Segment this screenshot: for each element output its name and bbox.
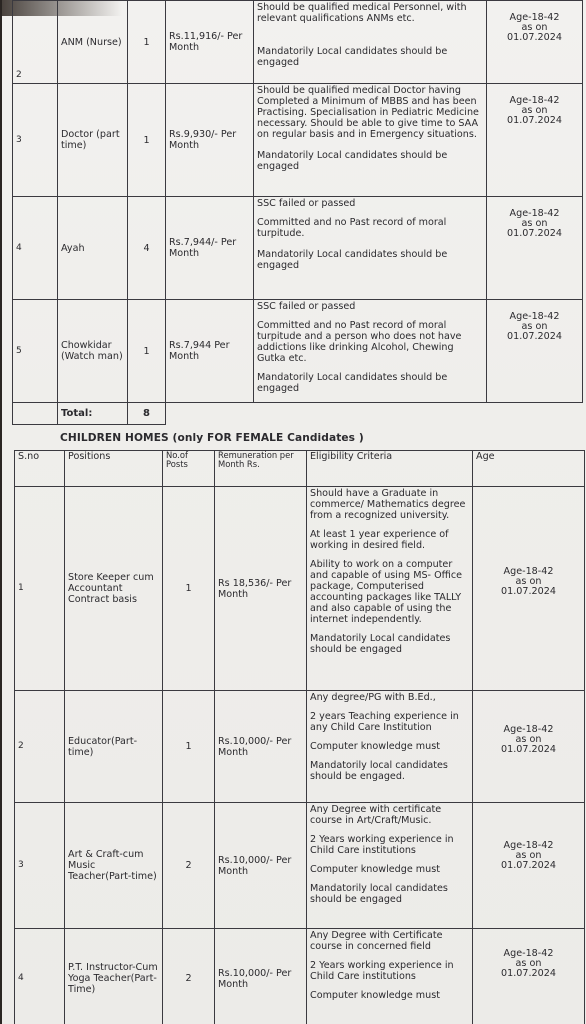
- eligibility-cell: [307, 803, 473, 929]
- total-row: [13, 403, 583, 425]
- age-line: Age-18-42: [503, 724, 554, 735]
- age-line: Age-18-42: [503, 840, 554, 851]
- table-row: [13, 84, 583, 197]
- eligibility-line: Mandatorily Local candidates should be engaged: [257, 46, 448, 68]
- position-cell: Store Keeper cum Accountant Contract basis: [65, 487, 163, 691]
- posts-cell: 1: [163, 487, 215, 691]
- age-line: 01.07.2024: [501, 744, 556, 755]
- eligibility-line: Any degree/PG with B.Ed.,: [310, 692, 436, 703]
- age-line: Age-18-42: [509, 12, 560, 23]
- position-cell: Doctor (part time): [58, 84, 128, 197]
- eligibility-line: 2 years Teaching experience in any Child Care Institution: [310, 711, 459, 733]
- age-line: Age-18-42: [509, 208, 560, 219]
- table-children-homes: [14, 450, 585, 1024]
- eligibility-line: Mandatorily Local candidates should be engaged: [257, 150, 448, 172]
- eligibility-line: Committed and no Past record of moral turpitude.: [257, 217, 447, 239]
- eligibility-line: At least 1 year experience of working in desired field.: [310, 529, 449, 551]
- posts-cell: 2: [163, 929, 215, 1024]
- sno-cell: 2: [13, 1, 58, 84]
- age-line: as on: [515, 576, 542, 587]
- age-line: 01.07.2024: [507, 331, 562, 342]
- empty-cell: [166, 403, 254, 425]
- header-sno: S.no: [15, 451, 65, 487]
- posts-cell: 2: [163, 803, 215, 929]
- eligibility-line: Committed and no Past record of moral turpitude and a person who does not have addictions like drinking Alcohol, Chewing Gutka etc.: [257, 320, 462, 364]
- position-cell: Chowkidar (Watch man): [58, 300, 128, 403]
- pay-cell: Rs.10,000/- Per Month: [215, 803, 307, 929]
- eligibility-line: Should be qualified medical Doctor having Completed a Minimum of MBBS and has been Practising. Specialisation in Pediatric Medicine necessary. Should be able to give time to SAA on regular basis and in Emergency situations.: [257, 85, 479, 140]
- age-cell: [487, 84, 583, 197]
- header-positions: Positions: [65, 451, 163, 487]
- age-cell: [473, 929, 585, 1024]
- eligibility-cell: [307, 691, 473, 803]
- age-line: 01.07.2024: [501, 860, 556, 871]
- age-cell: [473, 691, 585, 803]
- eligibility-line: SSC failed or passed: [257, 301, 356, 312]
- age-line: as on: [515, 958, 542, 969]
- age-cell: [473, 803, 585, 929]
- age-line: as on: [521, 218, 548, 229]
- age-line: as on: [521, 321, 548, 332]
- eligibility-line: Should have a Graduate in commerce/ Mathematics degree from a recognized university.: [310, 488, 466, 521]
- eligibility-cell: [254, 84, 487, 197]
- header-posts: No.of Posts: [163, 451, 215, 487]
- eligibility-line: Mandatorily Local candidates should be engaged: [257, 249, 448, 271]
- age-line: as on: [515, 850, 542, 861]
- pay-cell: Rs.10,000/- Per Month: [215, 929, 307, 1024]
- section-heading: CHILDREN HOMES (only FOR FEMALE Candidates ): [60, 432, 364, 444]
- table-header-row: [15, 451, 585, 487]
- table-row: [13, 197, 583, 300]
- pay-cell: Rs 18,536/- Per Month: [215, 487, 307, 691]
- header-age: Age: [473, 451, 585, 487]
- eligibility-line: 2 Years working experience in Child Care institutions: [310, 834, 454, 856]
- sno-cell: 4: [15, 929, 65, 1024]
- eligibility-line: Mandatorily Local candidates should be engaged: [257, 372, 448, 394]
- total-label: Total:: [58, 403, 128, 425]
- eligibility-cell: [307, 487, 473, 691]
- table-row: [13, 300, 583, 403]
- age-line: 01.07.2024: [507, 32, 562, 43]
- document-page: [2, 0, 586, 1024]
- age-line: Age-18-42: [503, 948, 554, 959]
- position-cell: Educator(Part-time): [65, 691, 163, 803]
- age-line: 01.07.2024: [507, 228, 562, 239]
- posts-cell: 1: [128, 1, 166, 84]
- total-blank-cell: [13, 403, 58, 425]
- pay-cell: Rs.11,916/- Per Month: [166, 1, 254, 84]
- eligibility-line: 2 Years working experience in Child Care institutions: [310, 960, 454, 982]
- eligibility-line: Mandatorily Local candidates should be engaged: [310, 633, 451, 655]
- eligibility-line: Computer knowledge must: [310, 990, 440, 1001]
- eligibility-cell: [254, 1, 487, 84]
- table-row: [15, 929, 585, 1024]
- empty-cell: [254, 403, 487, 425]
- sno-cell: 1: [15, 487, 65, 691]
- eligibility-line: Any Degree with Certificate course in concerned field: [310, 930, 443, 952]
- pay-cell: Rs.7,944/- Per Month: [166, 197, 254, 300]
- age-line: 01.07.2024: [501, 968, 556, 979]
- age-line: as on: [515, 734, 542, 745]
- posts-cell: 4: [128, 197, 166, 300]
- eligibility-cell: [254, 300, 487, 403]
- header-eligibility: Eligibility Criteria: [307, 451, 473, 487]
- age-cell: [473, 487, 585, 691]
- table-row: [13, 1, 583, 84]
- position-cell: P.T. Instructor-Cum Yoga Teacher(Part-Time): [65, 929, 163, 1024]
- eligibility-line: Ability to work on a computer and capable of using MS- Office package, Computerised accounting packages like TALLY and also capable of using the internet independently.: [310, 559, 463, 625]
- sno-cell: 3: [15, 803, 65, 929]
- age-line: 01.07.2024: [501, 586, 556, 597]
- header-remuneration: Remuneration per Month Rs.: [215, 451, 307, 487]
- eligibility-line: SSC failed or passed: [257, 198, 356, 209]
- table-row: [15, 487, 585, 691]
- sno-cell: 4: [13, 197, 58, 300]
- total-value: 8: [128, 403, 166, 425]
- eligibility-line: Mandatorily local candidates should be engaged.: [310, 760, 448, 782]
- position-cell: ANM (Nurse): [58, 1, 128, 84]
- sno-cell: 3: [13, 84, 58, 197]
- table-staff-positions: [12, 0, 583, 425]
- eligibility-line: Mandatorily local candidates should be engaged: [310, 883, 448, 905]
- table-row: [15, 803, 585, 929]
- age-cell: [487, 300, 583, 403]
- eligibility-cell: [307, 929, 473, 1024]
- pay-cell: Rs.7,944 Per Month: [166, 300, 254, 403]
- posts-cell: 1: [163, 691, 215, 803]
- age-line: 01.07.2024: [507, 115, 562, 126]
- eligibility-line: Computer knowledge must: [310, 741, 440, 752]
- pay-cell: Rs.10,000/- Per Month: [215, 691, 307, 803]
- sno-cell: 5: [13, 300, 58, 403]
- age-cell: [487, 197, 583, 300]
- pay-cell: Rs.9,930/- Per Month: [166, 84, 254, 197]
- age-line: Age-18-42: [503, 566, 554, 577]
- age-line: Age-18-42: [509, 95, 560, 106]
- eligibility-cell: [254, 197, 487, 300]
- position-cell: Art & Craft-cum Music Teacher(Part-time): [65, 803, 163, 929]
- eligibility-line: Any Degree with certificate course in Art/Craft/Music.: [310, 804, 442, 826]
- eligibility-line: Should be qualified medical Personnel, with relevant qualifications ANMs etc.: [257, 2, 467, 24]
- posts-cell: 1: [128, 84, 166, 197]
- age-line: as on: [521, 22, 548, 33]
- position-cell: Ayah: [58, 197, 128, 300]
- empty-cell: [487, 403, 583, 425]
- eligibility-line: Computer knowledge must: [310, 864, 440, 875]
- age-cell: [487, 1, 583, 84]
- posts-cell: 1: [128, 300, 166, 403]
- table-row: [15, 691, 585, 803]
- age-line: as on: [521, 105, 548, 116]
- sno-cell: 2: [15, 691, 65, 803]
- age-line: Age-18-42: [509, 311, 560, 322]
